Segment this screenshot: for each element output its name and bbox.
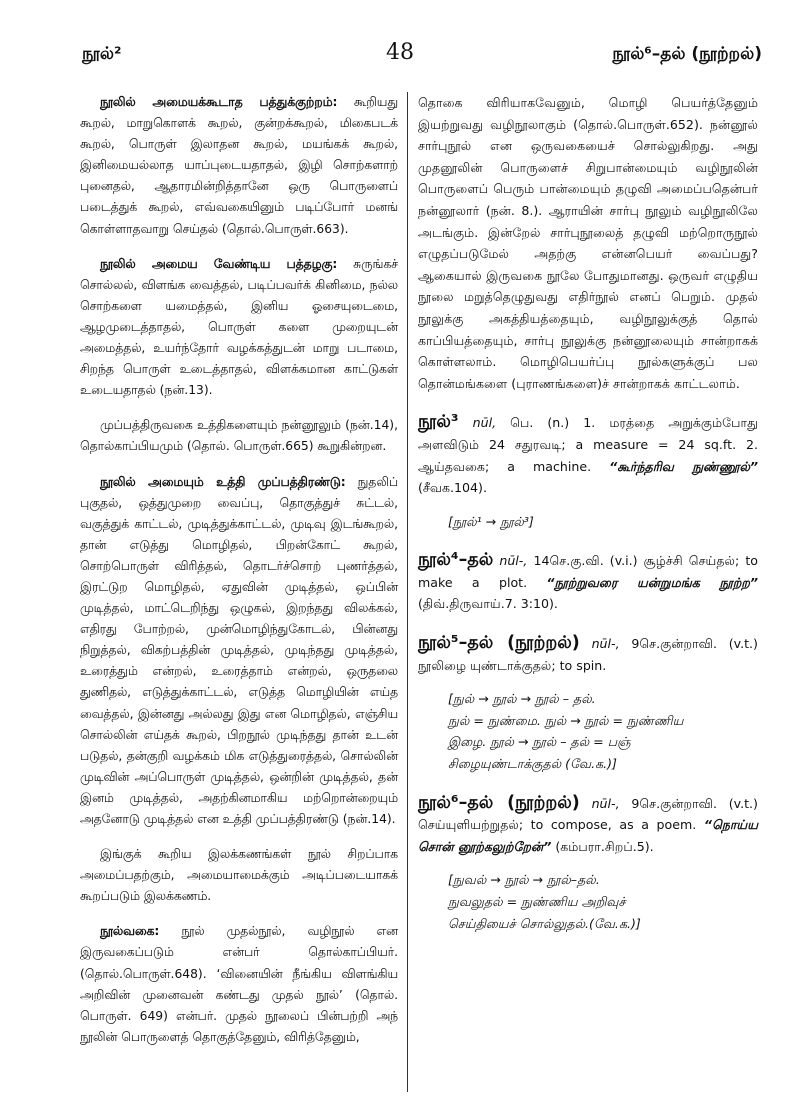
paragraph-devices-intro: முப்பத்திருவகை உத்திகளையும் நன்னூலும் (நன்.14), தொல்காப்பியமும் (தொல். பொருள்.665) கூறுகின்றன.: [80, 418, 398, 454]
etymology-line: நுல் = நுண்மை. நுல் → நூல் = நுண்ணிய: [448, 712, 684, 728]
faults-heading: நூலில் அமையக்கூடாத பத்துக்குற்றம்:: [100, 95, 338, 109]
headword: நூல்⁵–தல் (நூற்றல்): [418, 633, 580, 654]
devices-heading: நூலில் அமையும் உத்தி முப்பத்திரண்டு:: [100, 474, 346, 489]
pronunciation: nūl-,: [579, 795, 632, 811]
faults-text: கூறியது கூறல், மாறுகொளக் கூறல், குன்றக்கூறல், மிகைபடக் கூறல், பொருள் இலாதன கூறல், மயங்கக் கூறல், இனிமையல்லாத யாப்புடையதாதல், இழி சொற்களாற் புனைதல், ஆதாரமின்றித்தானே ஒரு பொருளைப் படைத்துக் கூறல், எவ்வகையினும் படிப்போர் மனங் கொள்ளாதவாறு செய்தல் (தொல்.பொருள்.663).: [80, 95, 398, 236]
definition: 9செ.குன்றாவி. (v.t.) நூலிழை யுண்டாக்குதல்; to spin.: [418, 636, 758, 673]
book-types-text: நூல் முதல்நூல், வழிநூல் என இருவகைப்படும் என்பர் தொல்காப்பியர். (தொல்.பொருள்.648). ‘வினையின் நீங்கிய விளங்கிய அறிவின் முனைவன் கண்டது முதல் நூல்’ (தொல். பொருள். 649) என்பர். முதல் நூலைப் பின்பற்றி அந் நூலின் பொருளைத் தொகுத்தேனும், விரித்தேனும்,: [80, 924, 398, 1044]
paragraph-summary: இங்குக் கூறிய இலக்கணங்கள் நூல் சிறப்பாக அமைப்பதற்கும், அமையாமைக்கும் அடிப்படையாகக் கூறப்படும் இலக்கணம்.: [80, 847, 398, 904]
quotation: “நூற்றுவரை யன்றுமங்க நூற்ற”: [546, 574, 758, 590]
paragraph-faults: [80, 92, 398, 240]
book-types-heading: நூல்வகை:: [100, 924, 160, 939]
headword: நூல்⁴–தல்: [418, 550, 494, 571]
etymology-line: செய்தியைச் சொல்லுதல்.(வே.க.)]: [448, 915, 641, 931]
devices-text: நுதலிப் புகுதல், ஒத்துமுறை வைப்பு, தொகுத்துச் சுட்டல், வகுத்துக் காட்டல், முடித்துக்காட்டல், முடிவு இடங்கூறல், தான் எடுத்து மொழிதல், பிறன்கோட் கூறல், சொற்பொருள் விரித்தல், தொடர்ச்சொற் புணர்த்தல், இரட்டுற மொழிதல், ஏதுவின் முடித்தல், ஒப்பின் முடித்தல், மாட்டெறிந்து ஒழுகல், இறந்தது விலக்கல், எதிரது போற்றல், முன்மொழிந்துகோடல், பின்னது நிறுத்தல், விகற்பத்தின் முடித்தல், முடிந்தது முடித்தல், உரைத்தும் என்றல், உரைத்தாம் என்றல், ஒருதலை துணிதல், எடுத்துக்காட்டல், எடுத்த மொழியின் எய்த வைத்தல், இன்னது அல்லது இது என மொழிதல், எஞ்சிய சொல்லின் எய்தக் கூறல், பிறநூல் முடிந்தது தான் உடன் படுதல், தன்குறி வழக்கம் மிக எடுத்துரைத்தல், சொல்லின் முடிவின் அப்பொருள் முடித்தல், ஒன்றின் முடித்தல், தன் இனம் முடித்தல், அதற்கினமாகிய மற்றொன்றையும் அதனோடு முடித்தல் என உத்தி முப்பத்திரண்டு (நன்.14).: [80, 474, 398, 826]
headword: நூல்³: [418, 412, 459, 433]
pronunciation: nūl,: [458, 415, 511, 431]
page-number: 48: [386, 40, 414, 65]
running-head-right: நூல்⁶–தல் (நூற்றல்): [612, 44, 762, 64]
pronunciation: nūl-,: [493, 553, 534, 569]
quotation: “கூர்ந்தரிவ நுண்ணூல்”: [609, 458, 759, 474]
running-head-left: நூல்²: [82, 44, 122, 64]
definition: 14செ.கு.வி. (v.i.) சூழ்ச்சி செய்தல்; to make a plot.: [418, 553, 758, 590]
citation: (சீவக.104).: [418, 480, 487, 496]
pronunciation: nūl-,: [579, 636, 632, 652]
definition: பெ. (n.) 1. மரத்தை அறுக்கும்போது அளவிடும் 24 சதுரவடி; a measure = 24 sq.ft. 2. ஆய்தவகை; a machine.: [418, 415, 758, 474]
paragraph-devices: [80, 472, 398, 831]
etymology: [நூல்¹ → நூல்³]: [448, 513, 534, 529]
citation: (கம்பரா.சிறப்.5).: [551, 838, 654, 854]
etymology: [418, 869, 758, 934]
paragraph-beauties: [80, 254, 398, 402]
etymology-line: இழை. நூல் → நூல் – தல் = பஞ்: [448, 734, 631, 750]
column-divider: [407, 92, 408, 1092]
etymology-line: [நுவல் → நூல் → நூல்–தல்.: [448, 872, 600, 888]
etymology: [418, 688, 758, 774]
etymology-line: சிழையுண்டாக்குதல் (வே.க.)]: [448, 756, 617, 772]
paragraph-continued: தொகை விரியாகவேனும், மொழி பெயர்த்தேனும் இயற்றுவது வழிநூலாகும் (தொல்.பொருள்.652). நன்னூல் சார்புநூல் என ஒருவகையைச் சொல்லுகிறது. அது முதனூலின் பொருளைச் சிறுபான்மையும் வழிநூலின் பொருளைப் பெரும் பான்மையும் தழுவி அமைப்பதென்பர் நன்னூலார் (நன். 8.). ஆராயின் சார்பு நூலும் வழிநூலிலே அடங்கும். இன்றேல் சார்புநூலைத் தழுவி மற்றொருநூல் எழுதப்படுமேல் அதற்கு என்னபெயர் வைப்பது? ஆகையால் இருவகை நூலே போதுமானது. ஒருவர் எழுதிய நூலை மறுத்தெழுதுவது எதிர்நூல் எனப் பெறும். முதல் நூலுக்கு அகத்தியத்தையும், வழிநூலுக்குத் தொல் காப்பியத்தையும், சார்பு நூலுக்கு நன்னூலையும் சான்றாகக் கொள்ளலாம். மொழிபெயர்ப்பு நூல்களுக்குப் பல தொன்மங்களை (புராணங்களை)ச் சான்றாகக் காட்டலாம்.: [418, 95, 758, 391]
etymology-line: நுவலுதல் = நுண்ணிய அறிவுச்: [448, 894, 626, 909]
headword: நூல்⁶–தல் (நூற்றல்): [418, 792, 580, 813]
beauties-text: சுருங்கச் சொல்லல், விளங்க வைத்தல், படிப்பவர்க் கினிமை, நல்ல சொற்களை யமைத்தல், இனிய ஓசையுடைமை, ஆழமுடைத்தாதல், பொருள் களை முறையுடன் அமைத்தல், உயர்ந்தோர் வழக்கத்துடன் மாறு படாமை, சிறந்த பொருள் உடைத்தாதல், விளக்கமான காட்டுகள் உடையதாதல் (நன்.13).: [80, 256, 398, 398]
quotation: “நொய்ய சொன் னூற்கலுற்றேன்”: [418, 817, 758, 854]
definition: 9செ.குன்றாவி. (v.t.) செய்யுளியற்றுதல்; to compose, as a poem.: [418, 795, 758, 833]
right-column: [418, 92, 758, 934]
paragraph-book-types: [80, 921, 398, 1048]
etymology-line: [நுல் → நூல் → நூல் – தல்.: [448, 691, 596, 707]
citation: (திவ்.திருவாய்.7. 3:10).: [418, 596, 558, 612]
entry-nool-6: [418, 793, 758, 935]
entry-nool-5: [418, 633, 758, 775]
beauties-heading: நூலில் அமைய வேண்டிய பத்தழகு:: [100, 256, 338, 271]
left-column: [80, 92, 398, 1062]
entry-nool-4: [418, 550, 758, 615]
entry-nool-3: [418, 412, 758, 532]
